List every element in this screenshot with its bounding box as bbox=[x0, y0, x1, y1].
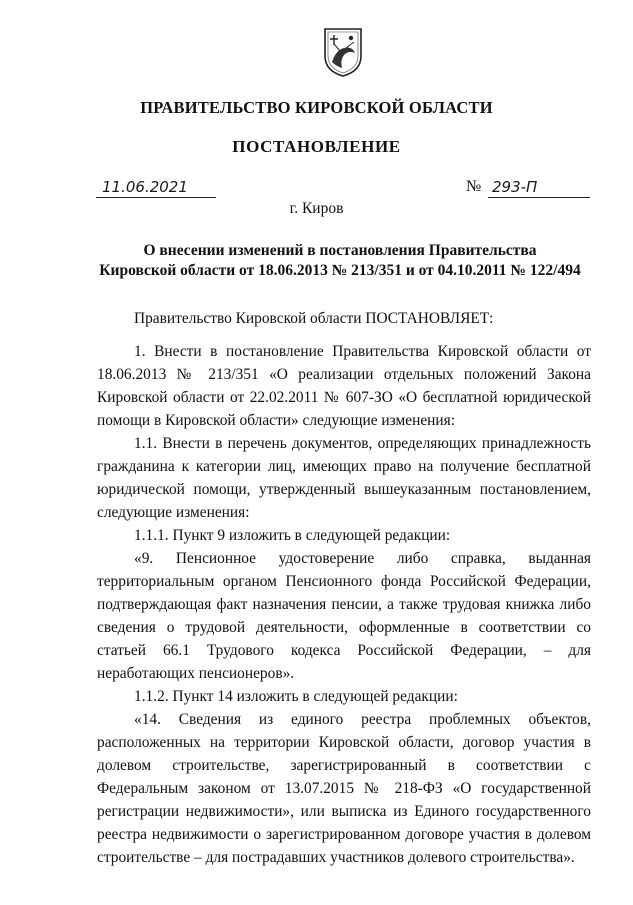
number-sign: № bbox=[466, 178, 482, 195]
document-body bbox=[97, 307, 591, 869]
document-title bbox=[80, 241, 600, 281]
item-14-text: «14. Сведения из единого реестра проблемных объектов, расположенных на территории Кировской области, договор участия в долевом строительстве, зарегистрированный в соответствии с Федеральным законом от 13.07.2015 № 218-ФЗ «О государственной регистрации недвижимости», или выписка из Единого государственного реестра недвижимости о зарегистрированном договоре участия в долевом строительстве – для пострадавших участников долевого строительства». bbox=[97, 711, 591, 866]
paragraph-1-1-2: 1.1.2. Пункт 14 изложить в следующей редакции: bbox=[134, 688, 458, 705]
document-number bbox=[466, 178, 590, 198]
title-line-2: Кировской области от 18.06.2013 № 213/351 и от 04.10.2011 № 122/494 bbox=[99, 262, 581, 279]
paragraph-1: 1. Внести в постановление Правительства Кировской области от 18.06.2013 № 213/351 «О реализации отдельных положений Закона Кировской области от 22.02.2011 № 607-ЗО «О бесплатной юридической помощи в Кировской области» следующие изменения: bbox=[97, 343, 591, 429]
document-type: ПОСТАНОВЛЕНИЕ bbox=[232, 137, 401, 156]
paragraph-1-1-1: 1.1.1. Пункт 9 изложить в следующей редакции: bbox=[134, 527, 451, 544]
item-9-text: «9. Пенсионное удостоверение либо справка, выданная территориальным органом Пенсионного фонда Российской Федерации, подтверждающая факт назначения пенсии, а также трудовая книжка либо сведения о трудовой деятельности, оформленные в соответствии со статьей 66.1 Трудового кодекса Российской Федерации, – для неработающих пенсионеров». bbox=[97, 550, 591, 682]
city: г. Киров bbox=[289, 200, 344, 217]
coat-of-arms-icon bbox=[322, 26, 364, 78]
title-line-1: О внесении изменений в постановления Правительства bbox=[143, 242, 537, 259]
number-value: 293-П bbox=[488, 178, 590, 198]
paragraph-1-1: 1.1. Внести в перечень документов, определяющих принадлежность гражданина к категории лиц, имеющих право на получение бесплатной юридической помощи, утвержденный вышеуказанным постановлением, следующие изменения: bbox=[97, 435, 591, 521]
document-date: 11.06.2021 bbox=[96, 178, 216, 198]
preamble: Правительство Кировской области ПОСТАНОВЛЯЕТ: bbox=[134, 310, 494, 327]
government-name: ПРАВИТЕЛЬСТВО КИРОВСКОЙ ОБЛАСТИ bbox=[140, 98, 493, 117]
